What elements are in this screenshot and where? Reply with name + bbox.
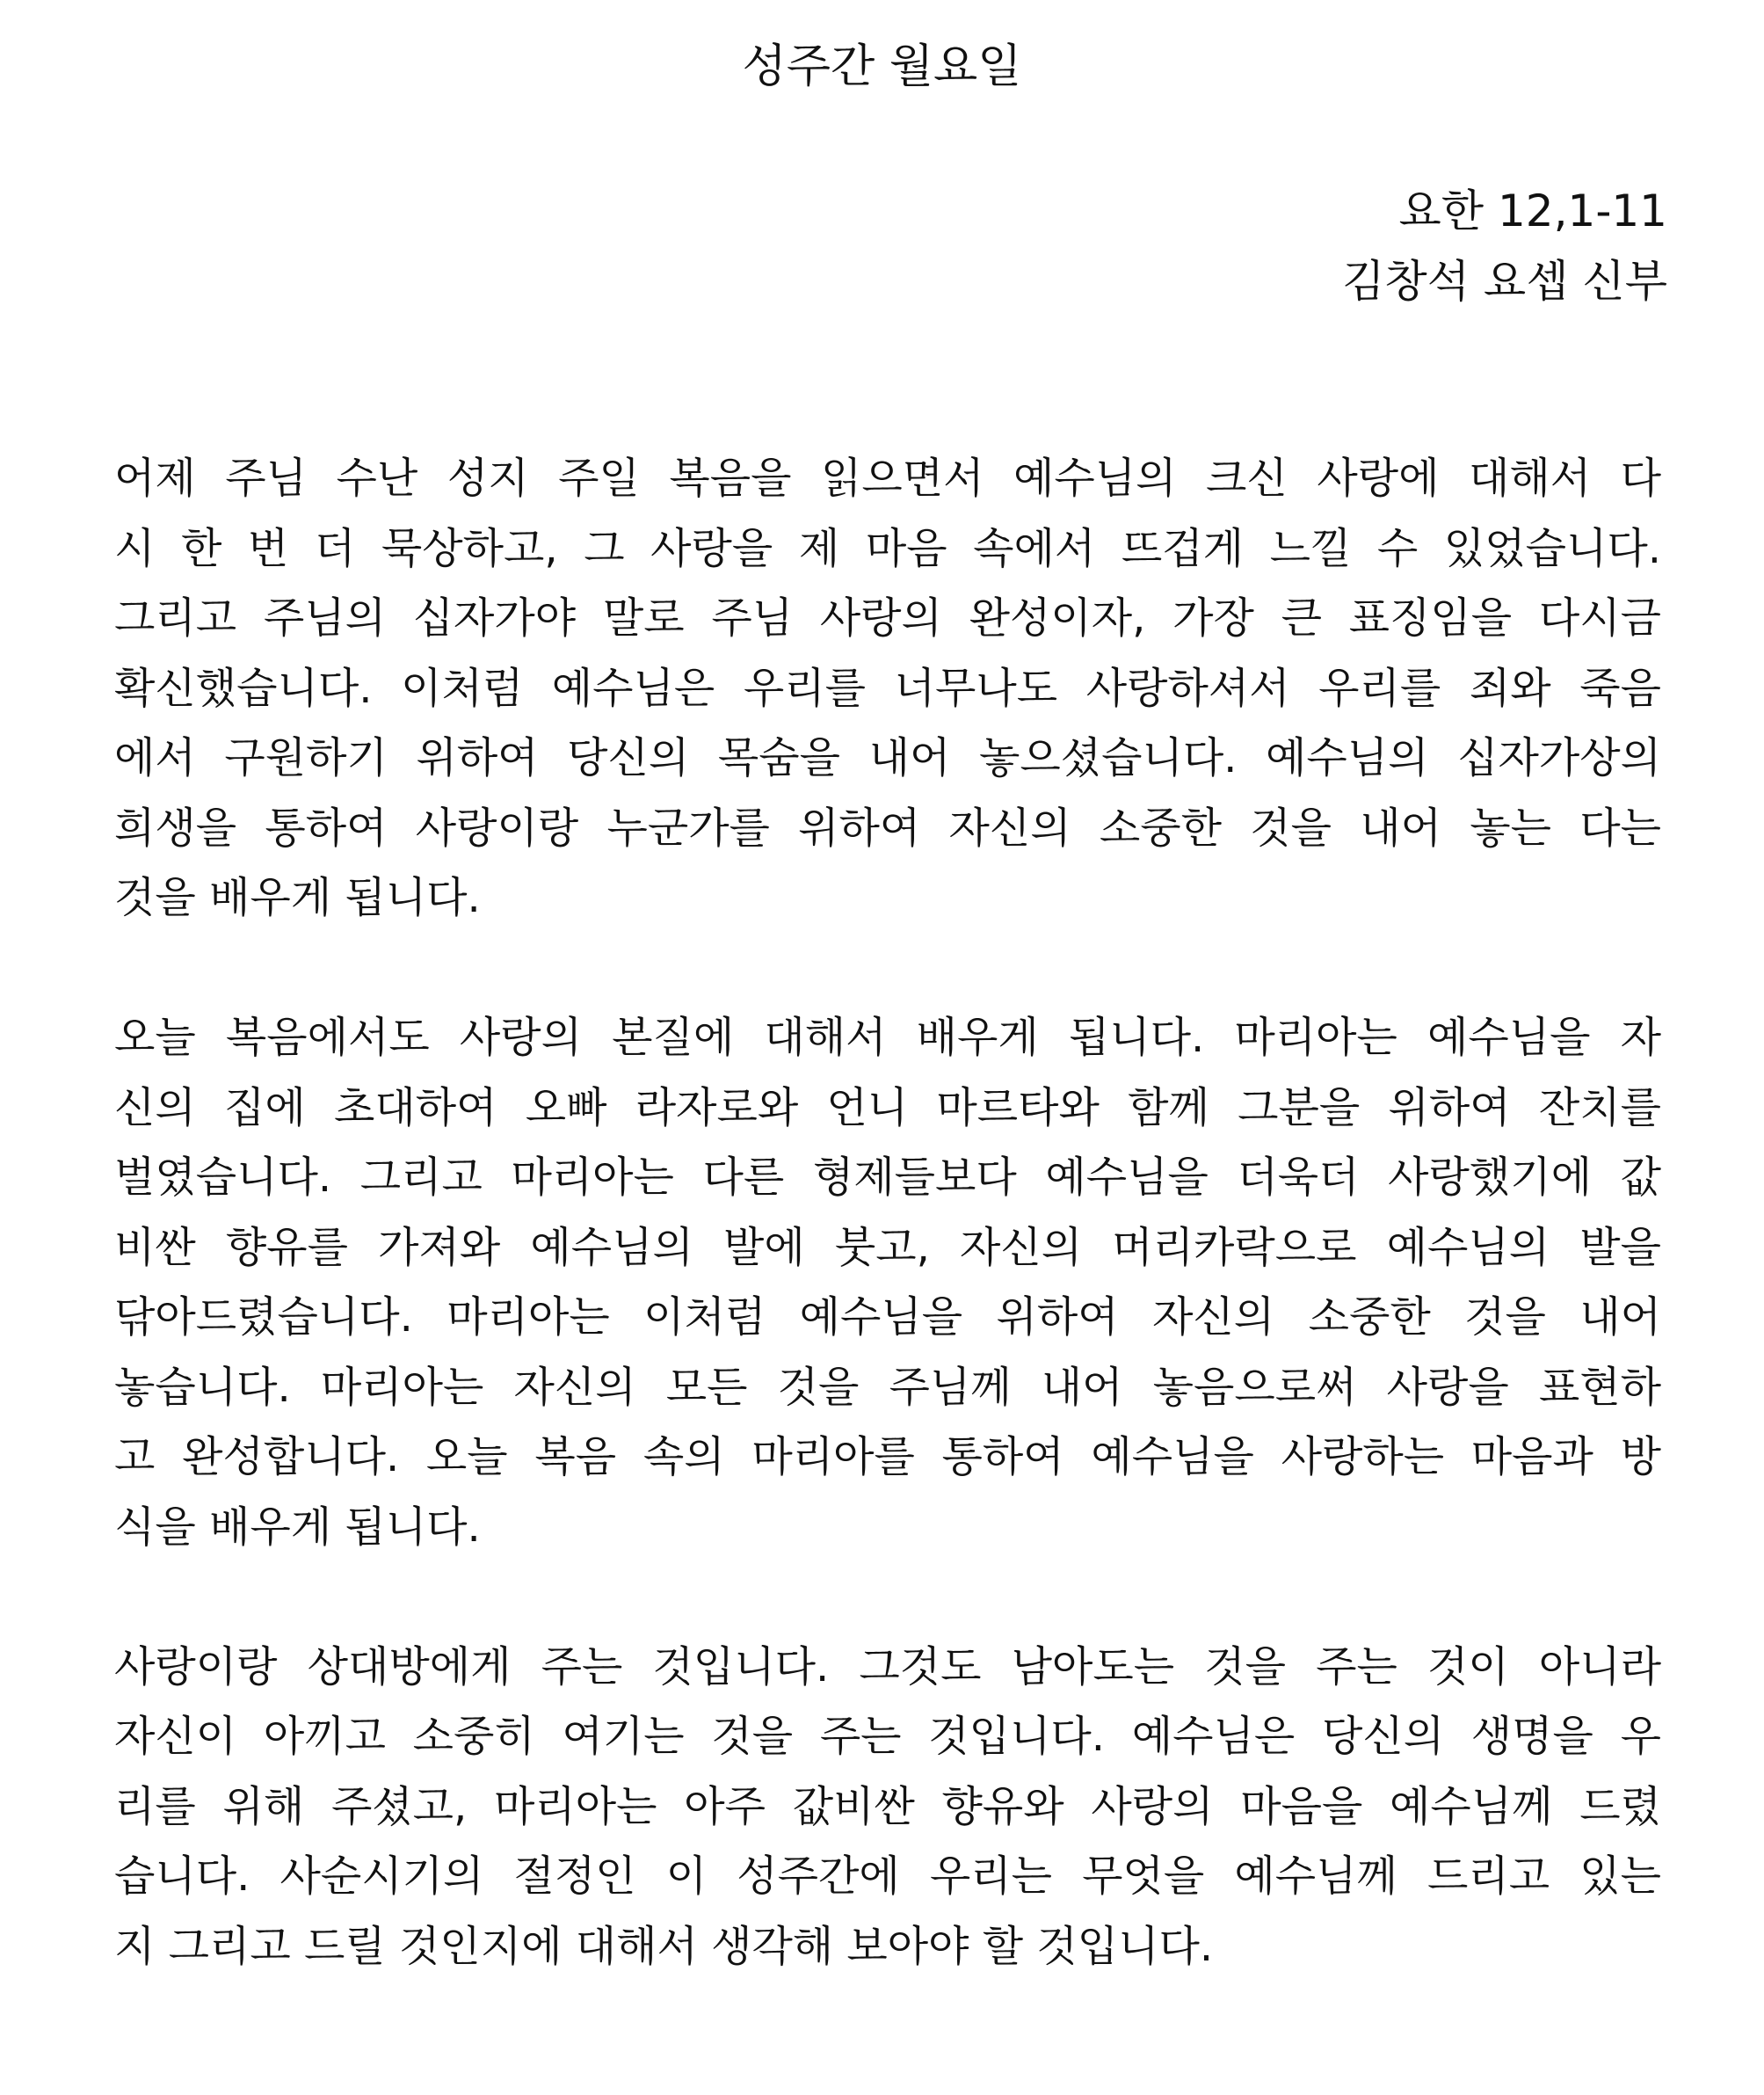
paragraph-1 (114, 444, 1661, 934)
text-line: 희생을 통하여 사랑이랑 누군가를 위하여 자신의 소중한 것을 내어 놓는 다는 (114, 803, 1661, 853)
document-body (114, 444, 1661, 2052)
text-line: 신의 집에 초대하여 오빠 라자로와 언니 마르타와 함께 그분을 위하여 잔치를 (114, 1082, 1661, 1132)
text-line: 것을 배우게 됩니다. (114, 873, 481, 922)
text-line: 닦아드렸습니다. 마리아는 이처럼 예수님을 위하여 자신의 소중한 것을 내어 (114, 1292, 1661, 1342)
text-line: 오늘 복음에서도 사랑의 본질에 대해서 배우게 됩니다. 마리아는 예수님을 자 (114, 1013, 1661, 1062)
text-line: 확신했습니다. 이처럼 예수님은 우리를 너무나도 사랑하셔서 우리를 죄와 죽음 (114, 663, 1661, 713)
text-line: 습니다. 사순시기의 절정인 이 성주간에 우리는 무엇을 예수님께 드리고 있는 (114, 1851, 1661, 1901)
text-line: 놓습니다. 마리아는 자신의 모든 것을 주님께 내어 놓음으로써 사랑을 표현하 (114, 1362, 1661, 1412)
text-line: 리를 위해 주셨고, 마리아는 아주 값비싼 향유와 사랑의 마음을 예수님께 드렸 (114, 1781, 1661, 1831)
scripture-reference: 요한 12,1-11 (1398, 185, 1667, 236)
text-line: 벌였습니다. 그리고 마리아는 다른 형제들보다 예수님을 더욱더 사랑했기에 값 (114, 1153, 1661, 1202)
text-line: 시 한 번 더 묵상하고, 그 사랑을 제 마음 속에서 뜨겁게 느낄 수 있었습니다. (114, 523, 1661, 573)
paragraph-3 (114, 1633, 1661, 1982)
text-line: 그리고 주님의 십자가야 말로 주님 사랑의 완성이자, 가장 큰 표징임을 다시금 (114, 593, 1661, 643)
text-line: 고 완성합니다. 오늘 복음 속의 마리아를 통하여 예수님을 사랑하는 마음과 방 (114, 1432, 1661, 1481)
text-line: 에서 구원하기 위하여 당신의 목숨을 내어 놓으셨습니다. 예수님의 십자가상의 (114, 733, 1661, 782)
text-line: 식을 배우게 됩니다. (114, 1502, 481, 1552)
text-line: 비싼 향유를 가져와 예수님의 발에 붓고, 자신의 머리카락으로 예수님의 발을 (114, 1222, 1661, 1272)
text-line: 어제 주님 수난 성지 주일 복음을 읽으면서 예수님의 크신 사랑에 대해서 다 (114, 454, 1661, 503)
text-line: 자신이 아끼고 소중히 여기는 것을 주는 것입니다. 예수님은 당신의 생명을 우 (114, 1712, 1661, 1761)
paragraph-2 (114, 1003, 1661, 1562)
document-meta (1342, 176, 1667, 316)
author-name: 김창석 요셉 신부 (1342, 256, 1667, 307)
text-line: 사랑이랑 상대방에게 주는 것입니다. 그것도 남아도는 것을 주는 것이 아니라 (114, 1641, 1661, 1691)
document-title: 성주간 월요일 (742, 40, 1022, 93)
text-line: 지 그리고 드릴 것인지에 대해서 생각해 보아야 할 것입니다. (114, 1921, 1214, 1971)
